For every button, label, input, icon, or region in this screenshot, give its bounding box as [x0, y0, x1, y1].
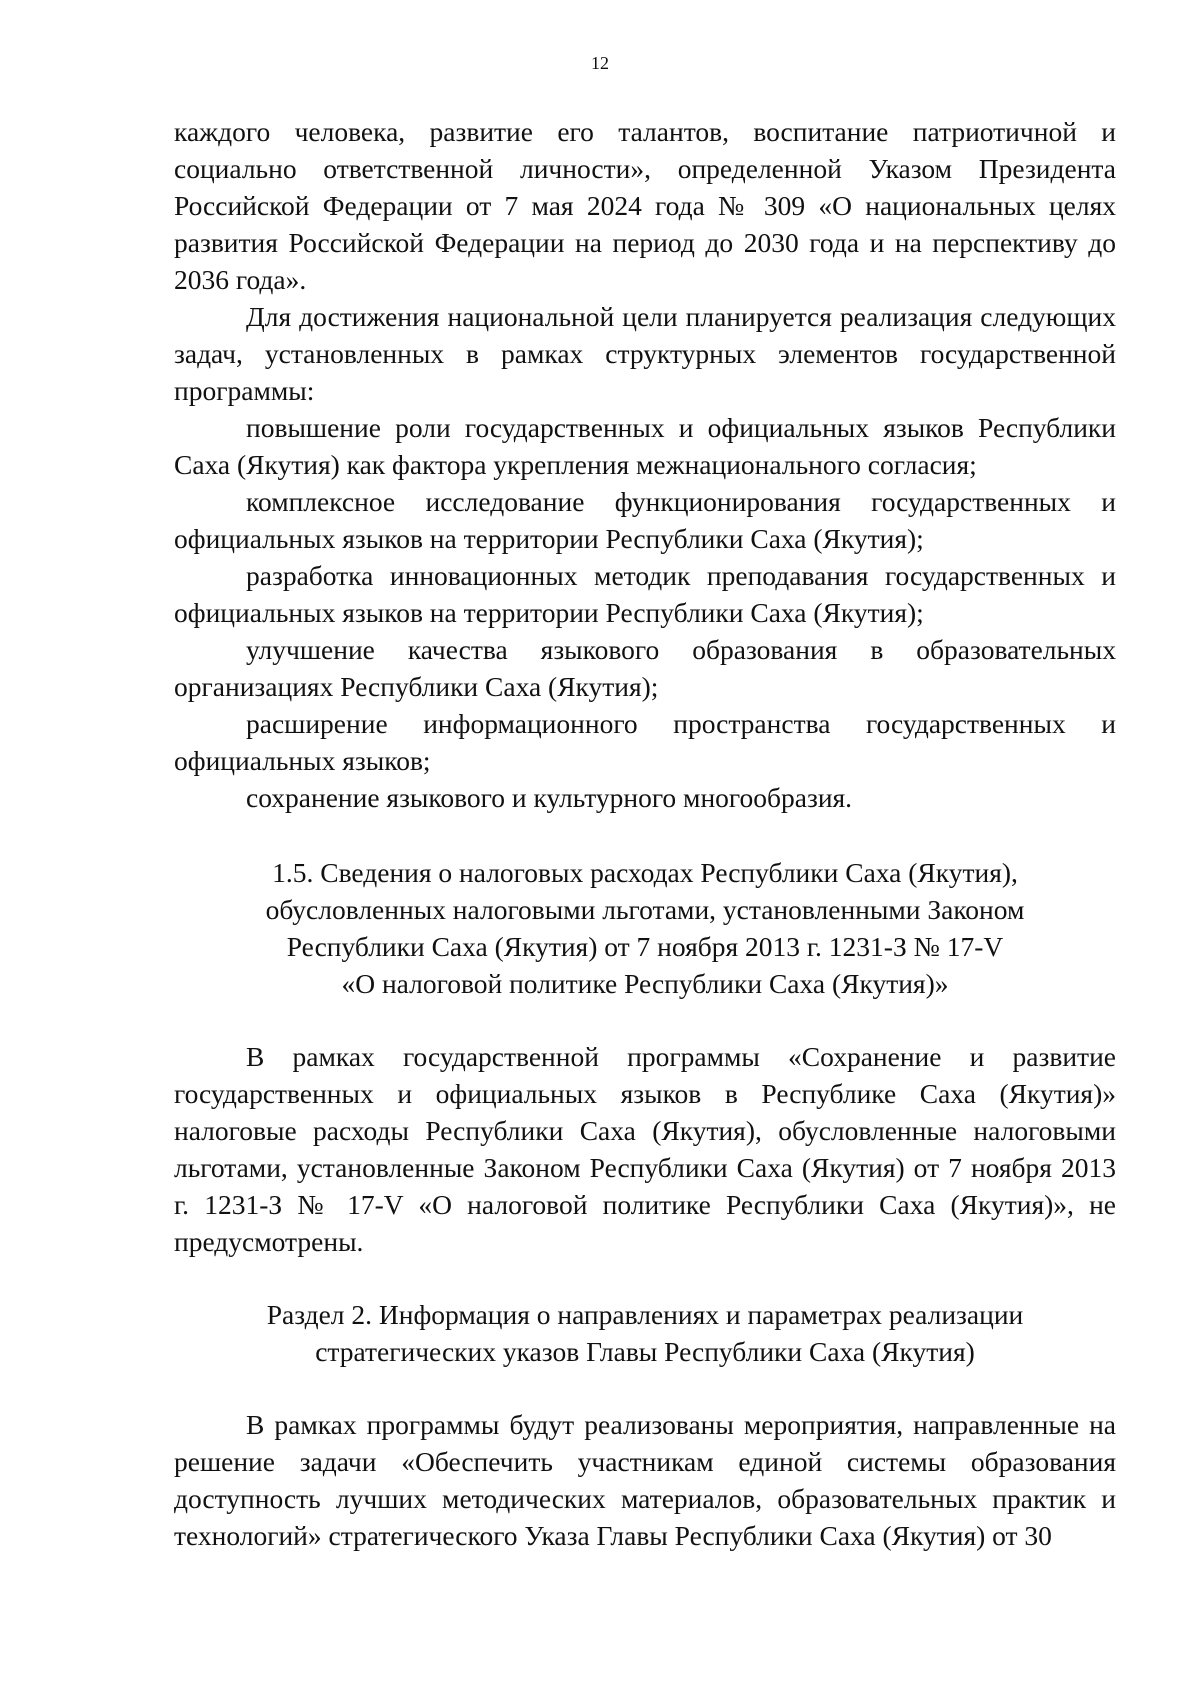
heading-line: Раздел 2. Информация о направлениях и параметрах реализации	[266, 1299, 1024, 1330]
page-content	[174, 113, 1116, 1554]
heading-line: стратегических указов Главы Республики Саха (Якутия)	[315, 1336, 975, 1367]
task-item-language-education: улучшение качества языкового образования в образовательных организациях Республики Саха (Якутия);	[174, 634, 1116, 702]
page-number: 12	[591, 53, 609, 73]
section-1-5-heading	[174, 854, 1116, 1002]
task-item-diversity-preservation: сохранение языкового и культурного многообразия.	[246, 782, 853, 813]
heading-line: обусловленных налоговыми льготами, установленными Законом	[265, 894, 1025, 925]
spacer	[174, 816, 1116, 854]
task-item-role-of-languages: повышение роли государственных и официальных языков Республики Саха (Якутия) как фактора укрепления межнационального согласия;	[174, 412, 1116, 480]
task-item-teaching-methods: разработка инновационных методик преподавания государственных и официальных языков на территории Республики Саха (Якутия);	[174, 560, 1116, 628]
task-item-information-space: расширение информационного пространства государственных и официальных языков;	[174, 708, 1116, 776]
heading-line: 1.5. Сведения о налоговых расходах Республики Саха (Якутия),	[272, 857, 1018, 888]
paragraph-national-goals-continuation: каждого человека, развитие его талантов, воспитание патриотичной и социально ответственной личности», определенной Указом Президента Российской Федерации от 7 мая 2024 года № 309 «О национальных целях развития Российской Федерации на период до 2030 года и на перспективу до 2036 года».	[174, 116, 1116, 295]
section-2-heading	[174, 1296, 1116, 1370]
section-1-5-body: В рамках государственной программы «Сохранение и развитие государственных и официальных языков в Республике Саха (Якутия)» налоговые расходы Республики Саха (Якутия), обусловленные налоговыми льготами, установленные Законом Республики Саха (Якутия) от 7 ноября 2013 г. 1231-З № 17-V «О налоговой политике Республики Саха (Якутия)», не предусмотрены.	[174, 1041, 1116, 1257]
task-item-language-research: комплексное исследование функционирования государственных и официальных языков на территории Республики Саха (Якутия);	[174, 486, 1116, 554]
spacer	[174, 1370, 1116, 1406]
section-2-body: В рамках программы будут реализованы мероприятия, направленные на решение задачи «Обеспечить участникам единой системы образования доступность лучших методических материалов, образовательных практик и технологий» стратегического Указа Главы Республики Саха (Якутия) от 30	[174, 1409, 1116, 1551]
heading-line: «О налоговой политике Республики Саха (Якутия)»	[341, 968, 949, 999]
heading-line: Республики Саха (Якутия) от 7 ноября 2013 г. 1231-З № 17-V	[286, 931, 1004, 962]
paragraph-tasks-intro: Для достижения национальной цели планируется реализация следующих задач, установленных в рамках структурных элементов государственной программы:	[174, 301, 1116, 406]
spacer	[174, 1002, 1116, 1038]
spacer	[174, 1260, 1116, 1296]
